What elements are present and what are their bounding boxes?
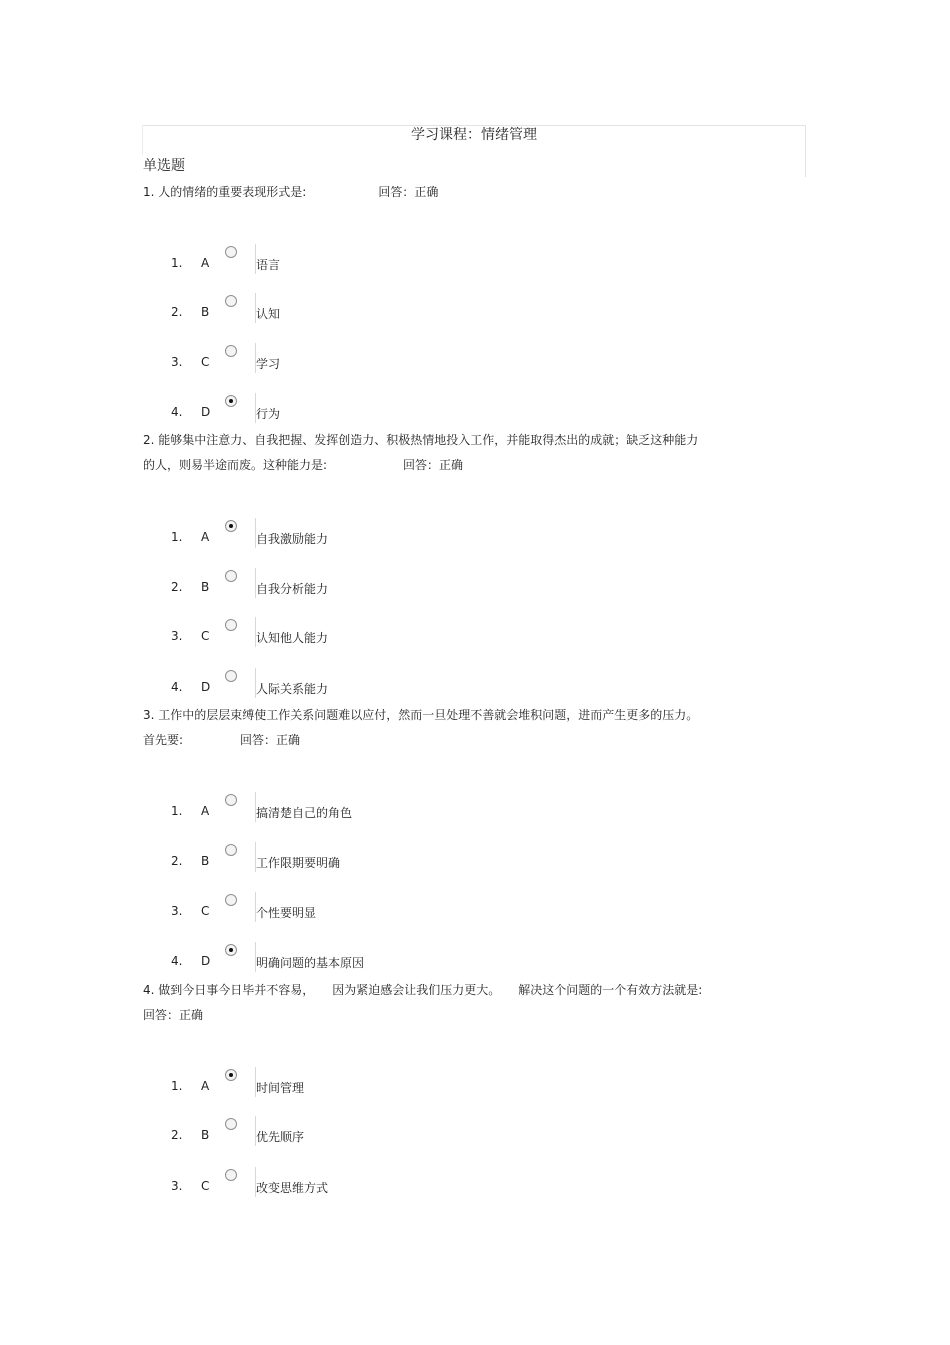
option-number: 1.	[171, 530, 183, 544]
option-letter: A	[201, 256, 210, 270]
option-1b[interactable]	[171, 293, 591, 323]
option-number: 1.	[171, 256, 183, 270]
radio-button[interactable]	[225, 670, 237, 682]
option-number: 3.	[171, 1179, 183, 1193]
option-1c[interactable]	[171, 343, 591, 373]
radio-button[interactable]	[225, 345, 237, 357]
option-number: 4.	[171, 405, 183, 419]
option-2d[interactable]	[171, 668, 591, 698]
question-text-cont: 的人，则易半途而废。这种能力是:	[143, 458, 328, 472]
option-text: 工作限期要明确	[256, 856, 341, 870]
radio-button[interactable]	[225, 619, 237, 631]
option-3c[interactable]	[171, 892, 591, 922]
question-text: 2. 能够集中注意力、自我把握、发挥创造力、积极热情地投入工作，并能取得杰出的成就；缺乏这种能力	[143, 433, 699, 447]
option-text: 明确问题的基本原因	[256, 956, 365, 970]
option-1d[interactable]	[171, 393, 591, 423]
option-letter: C	[201, 629, 210, 643]
option-4b[interactable]	[171, 1116, 591, 1146]
option-1a[interactable]	[171, 244, 591, 274]
option-3b[interactable]	[171, 842, 591, 872]
option-text: 行为	[256, 407, 281, 421]
answer-status: 回答：正确	[143, 1008, 204, 1022]
question-text-cont: 首先要:	[143, 733, 184, 747]
option-number: 2.	[171, 1128, 183, 1142]
option-text: 改变思维方式	[256, 1181, 329, 1195]
option-2c[interactable]	[171, 617, 591, 647]
option-letter: D	[201, 954, 211, 968]
option-letter: A	[201, 804, 210, 818]
option-text: 语言	[256, 258, 281, 272]
radio-button[interactable]	[225, 246, 237, 258]
option-text: 自我分析能力	[256, 582, 329, 596]
radio-button[interactable]	[225, 944, 237, 956]
option-text: 个性要明显	[256, 906, 317, 920]
option-letter: D	[201, 680, 211, 694]
option-text: 自我激励能力	[256, 532, 329, 546]
radio-button[interactable]	[225, 794, 237, 806]
radio-button[interactable]	[225, 520, 237, 532]
option-letter: D	[201, 405, 211, 419]
option-letter: C	[201, 355, 210, 369]
option-number: 3.	[171, 355, 183, 369]
question-text: 3. 工作中的层层束缚使工作关系问题难以应付，然而一旦处理不善就会堆积问题，进而产生更多的压力。	[143, 708, 699, 722]
option-number: 2.	[171, 854, 183, 868]
question-4	[143, 978, 753, 1028]
question-text: 4. 做到今日事今日毕并不容易， 因为紧迫感会让我们压力更大。 解决这个问题的一个有效方法就是:	[143, 983, 703, 997]
option-4a[interactable]	[171, 1067, 591, 1097]
question-1	[143, 180, 753, 205]
option-letter: B	[201, 1128, 210, 1142]
option-letter: C	[201, 1179, 210, 1193]
question-text: 1. 人的情绪的重要表现形式是:	[143, 185, 307, 199]
option-number: 1.	[171, 1079, 183, 1093]
radio-button[interactable]	[225, 894, 237, 906]
section-title: 单选题	[143, 158, 185, 174]
radio-button[interactable]	[225, 1169, 237, 1181]
option-letter: B	[201, 854, 210, 868]
option-letter: B	[201, 580, 210, 594]
radio-button[interactable]	[225, 844, 237, 856]
answer-status: 回答：正确	[403, 458, 464, 472]
option-number: 2.	[171, 305, 183, 319]
option-3a[interactable]	[171, 792, 591, 822]
radio-button[interactable]	[225, 295, 237, 307]
option-number: 3.	[171, 629, 183, 643]
option-2b[interactable]	[171, 568, 591, 598]
option-2a[interactable]	[171, 518, 591, 548]
radio-button[interactable]	[225, 570, 237, 582]
option-text: 时间管理	[256, 1081, 305, 1095]
option-number: 4.	[171, 680, 183, 694]
option-text: 优先顺序	[256, 1130, 305, 1144]
answer-status: 回答：正确	[378, 185, 439, 199]
question-3	[143, 703, 753, 753]
option-letter: A	[201, 530, 210, 544]
question-2	[143, 428, 753, 478]
option-letter: C	[201, 904, 210, 918]
radio-button[interactable]	[225, 1069, 237, 1081]
radio-button[interactable]	[225, 395, 237, 407]
option-text: 认知	[256, 307, 281, 321]
option-text: 认知他人能力	[256, 631, 329, 645]
option-text: 学习	[256, 357, 281, 371]
option-letter: A	[201, 1079, 210, 1093]
radio-button[interactable]	[225, 1118, 237, 1130]
option-number: 2.	[171, 580, 183, 594]
option-text: 搞清楚自己的角色	[256, 806, 353, 820]
option-letter: B	[201, 305, 210, 319]
option-number: 1.	[171, 804, 183, 818]
option-text: 人际关系能力	[256, 682, 329, 696]
answer-status: 回答：正确	[240, 733, 301, 747]
option-number: 4.	[171, 954, 183, 968]
option-number: 3.	[171, 904, 183, 918]
option-4c[interactable]	[171, 1167, 591, 1197]
course-title: 学习课程：情绪管理	[411, 127, 537, 143]
option-3d[interactable]	[171, 942, 591, 972]
